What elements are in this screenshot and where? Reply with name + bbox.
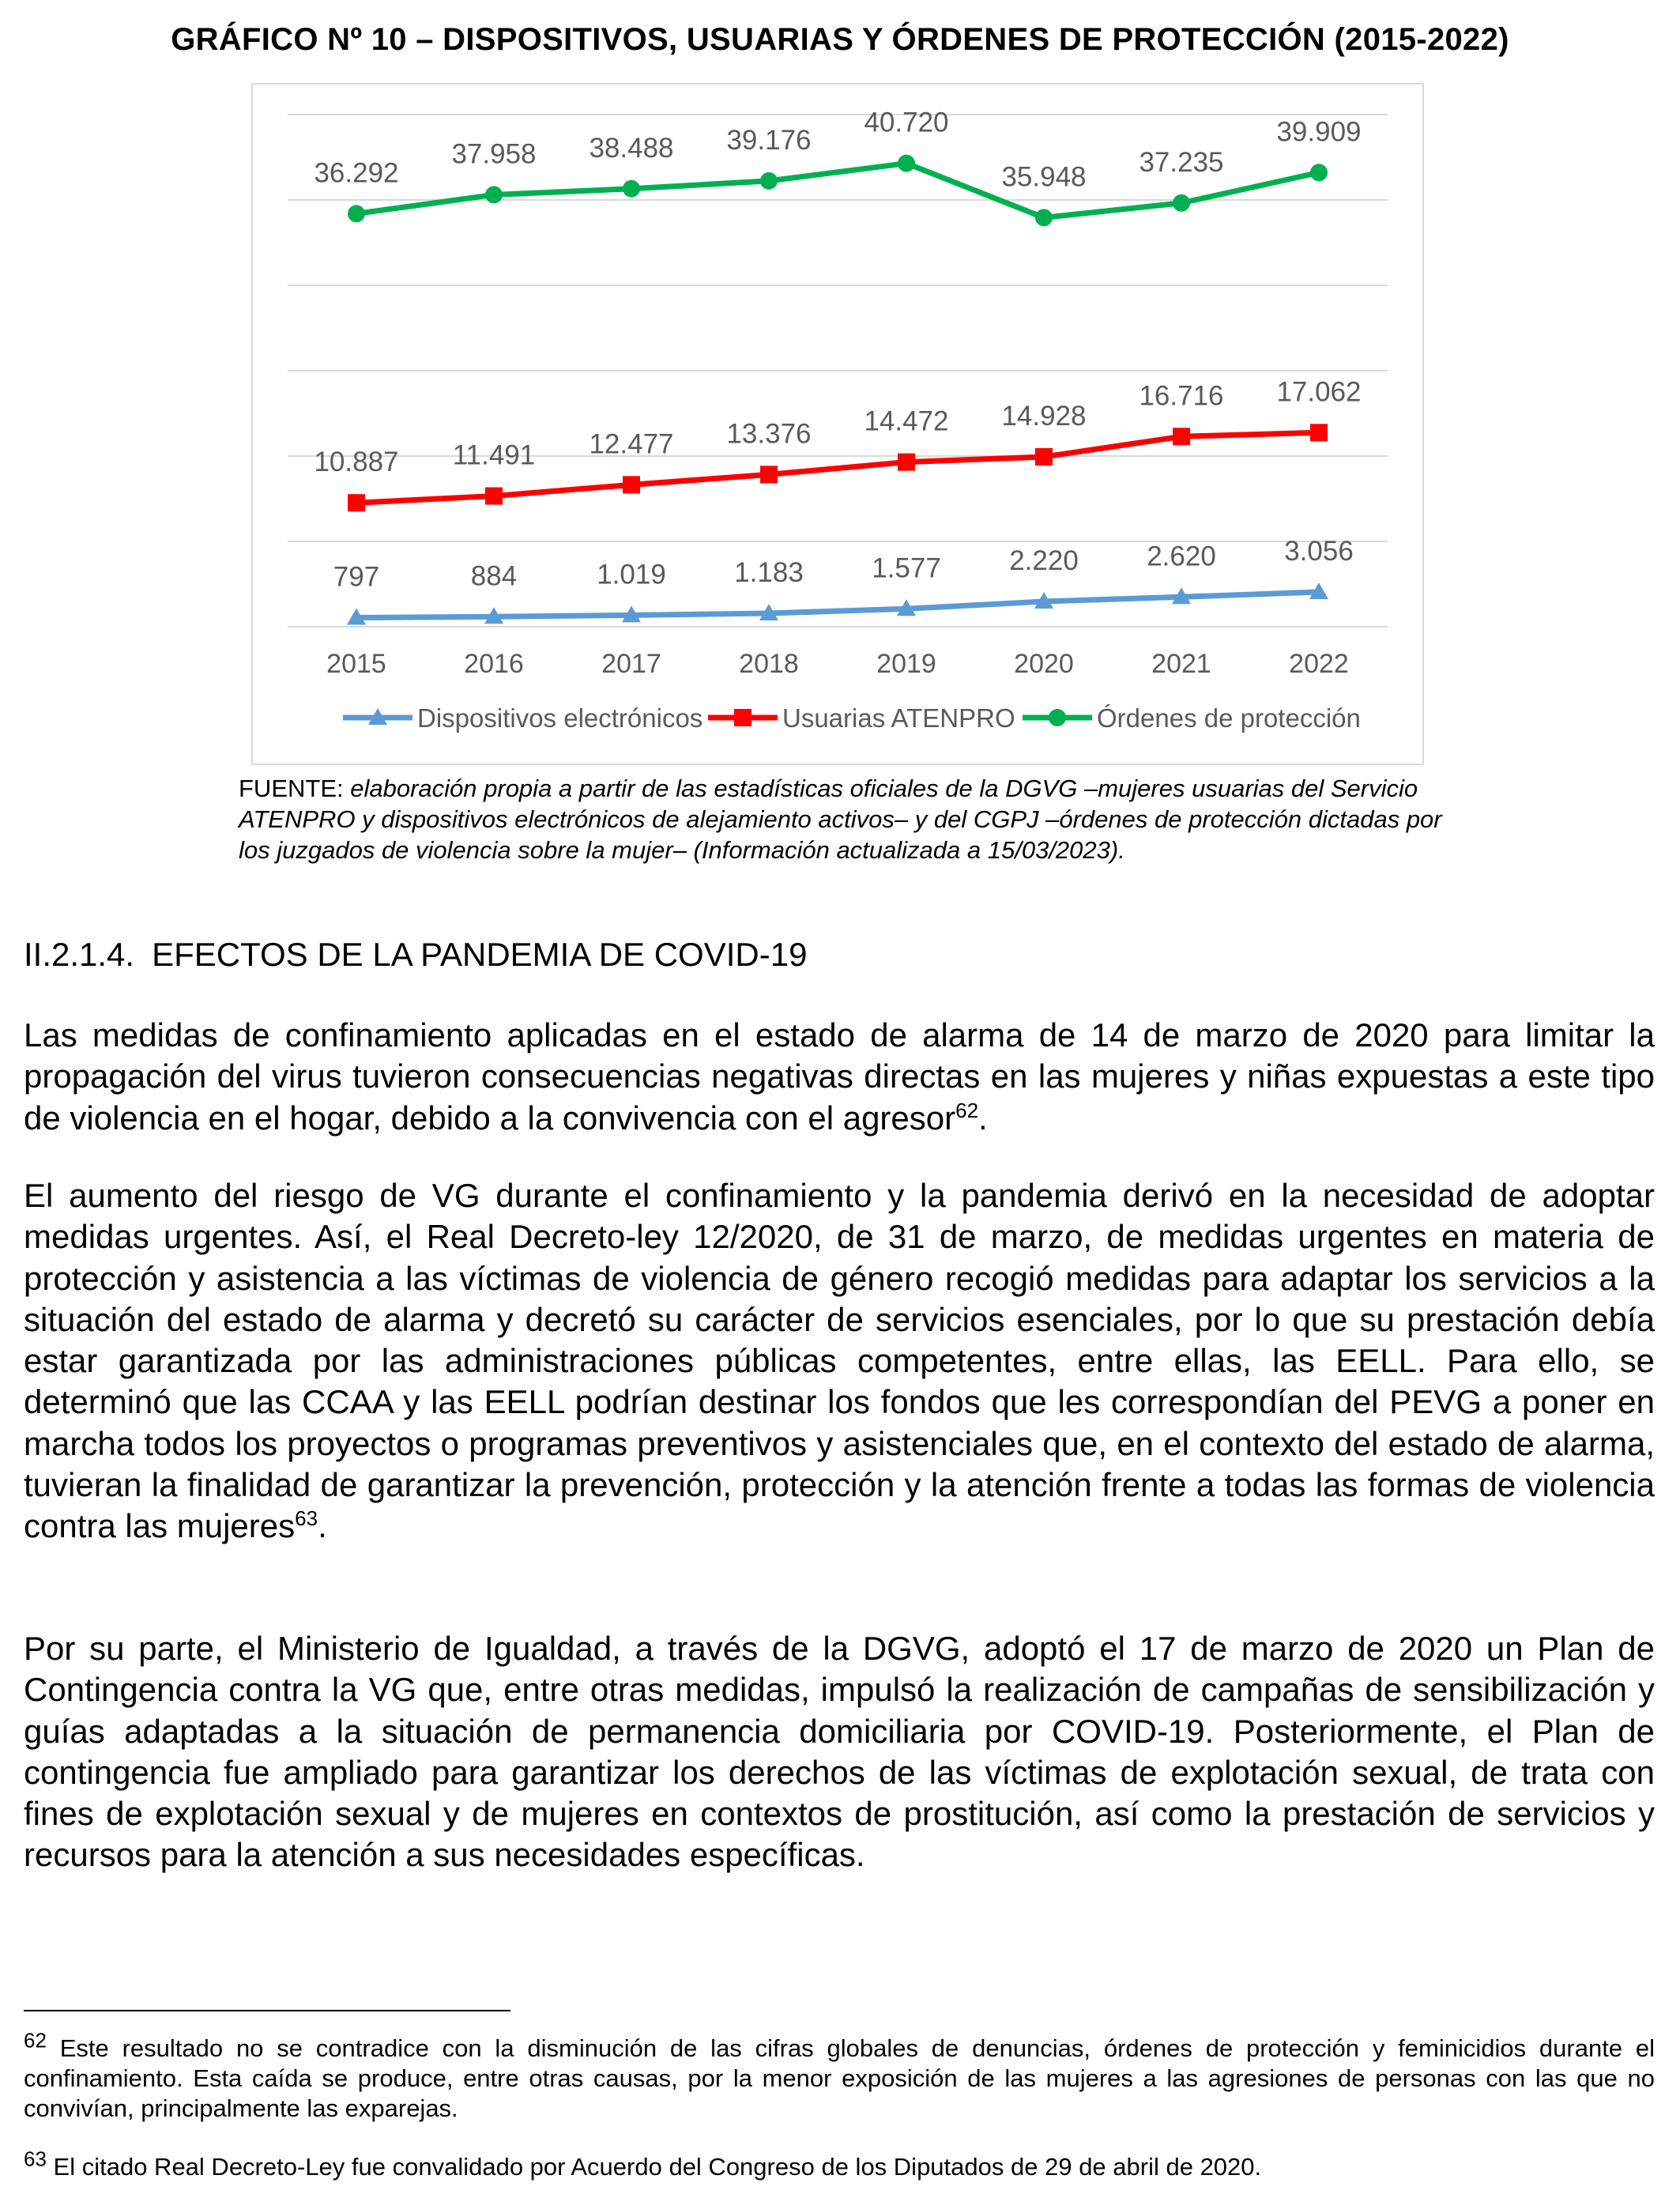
- footnote-63-text: El citado Real Decreto-Ley fue convalidado por Acuerdo del Congreso de los Diputados de 29 de abril de 2020.: [53, 2153, 1262, 2181]
- data-point: [760, 172, 778, 190]
- paragraph-2-text: El aumento del riesgo de VG durante el confinamiento y la pandemia derivó en la necesidad de adoptar medidas urgentes. Así, el Real Decreto-ley 12/2020, de 31 de marzo, de medidas urgentes en materia de protección y asistencia a las víctimas de violencia de género recogió medidas para adaptar los servicios a la situación del estado de alarma y decretó su carácter de servicios esenciales, por lo que su prestación debía estar garantizada por las administraciones públicas competentes, entre ellas, las EELL. Para ello, se determinó que las CCAA y las EELL podrían destinar los fondos que les correspondían del PEVG a poner en marcha todos los proyectos o programas preventivos y asistenciales que, en el contexto del estado de alarma, tuvieran la finalidad de garantizar la prevención, protección y la atención frente a todas las formas de violencia contra las mujeres: [24, 1177, 1655, 1545]
- data-label: 39.176: [726, 124, 812, 156]
- chart-source-note: [239, 773, 1471, 865]
- footnote-ref-63[interactable]: 63: [295, 1506, 318, 1531]
- data-point: [898, 155, 915, 172]
- paragraph-3-text: Por su parte, el Ministerio de Igualdad, a través de la DGVG, adoptó el 17 de marzo de 2020 un Plan de Contingencia contra la VG que, entre otras medidas, impulsó la realización de campañas de sensibilización y guías adaptadas a la situación de permanencia domiciliaria por COVID-19. Posteriormente, el Plan de contingencia fue ampliado para garantizar los derechos de las víctimas de explotación sexual, de trata con fines de explotación sexual y de mujeres en contextos de prostitución, así como la prestación de servicios y recursos para la atención a sus necesidades específicas.: [24, 1630, 1655, 1874]
- x-tick-label: 2016: [464, 649, 524, 679]
- data-label: 40.720: [864, 107, 949, 138]
- section-heading: [24, 936, 824, 974]
- legend-label: Dispositivos electrónicos: [417, 703, 703, 733]
- footnote-ref-62[interactable]: 62: [955, 1098, 979, 1122]
- data-label: 14.928: [1001, 401, 1087, 432]
- data-point: [1173, 428, 1190, 445]
- paragraph-3: [24, 1628, 1655, 1876]
- data-point: [1310, 424, 1328, 441]
- data-label: 35.948: [1001, 161, 1087, 193]
- x-tick-label: 2018: [739, 649, 799, 679]
- footnote-62-text: Este resultado no se contradice con la disminución de las cifras globales de denuncias, órdenes de protección y feminicidios durante el confinamiento. Esta caída se produce, entre otras causas, por la menor exposición de las mujeres a las agresiones de personas con las que no convivían, principalmente las exparejas.: [24, 2034, 1655, 2122]
- legend-label: Órdenes de protección: [1097, 703, 1361, 733]
- footnote-separator: [24, 2010, 510, 2011]
- data-label: 13.376: [726, 418, 812, 450]
- data-label: 1.183: [734, 556, 804, 588]
- footnote-63-number: 63: [24, 2147, 47, 2171]
- data-point: [348, 205, 365, 222]
- chart-title: GRÁFICO Nº 10 – DISPOSITIVOS, USUARIAS Y ÓRDENES DE PROTECCIÓN (2015-2022): [171, 22, 1509, 57]
- data-point: [623, 476, 640, 493]
- x-tick-label: 2022: [1289, 649, 1349, 679]
- x-tick-label: 2017: [601, 649, 661, 679]
- data-label: 11.491: [452, 439, 536, 471]
- data-point: [1035, 209, 1053, 226]
- data-label: 37.958: [451, 138, 537, 170]
- data-label: 16.716: [1139, 380, 1224, 412]
- data-label: 17.062: [1276, 376, 1362, 408]
- data-label: 1.019: [597, 559, 666, 590]
- x-tick-label: 2015: [326, 649, 386, 679]
- x-tick-label: 2019: [876, 649, 936, 679]
- data-label: 37.235: [1139, 146, 1224, 178]
- section-title: EFECTOS DE LA PANDEMIA DE COVID-19: [152, 936, 808, 973]
- chart-svg: [251, 83, 1424, 765]
- x-tick-label: 2020: [1014, 649, 1074, 679]
- data-point: [1173, 194, 1190, 212]
- x-tick-label: 2021: [1151, 649, 1211, 679]
- data-label: 884: [470, 560, 518, 592]
- source-lead: FUENTE:: [239, 775, 351, 802]
- data-label: 39.909: [1276, 116, 1362, 148]
- legend-label: Usuarias ATENPRO: [782, 703, 1015, 733]
- section-number: II.2.1.4.: [24, 936, 135, 973]
- data-point: [898, 454, 915, 471]
- data-label: 1.577: [872, 552, 941, 584]
- data-label: 36.292: [314, 157, 399, 189]
- data-point: [485, 186, 503, 203]
- paragraph-1: [24, 1015, 1655, 1139]
- data-label: 10.887: [314, 447, 399, 478]
- footnote-63: [24, 2147, 1655, 2182]
- data-label: 797: [333, 561, 380, 593]
- data-label: 2.220: [1009, 545, 1079, 577]
- paragraph-1-text: Las medidas de confinamiento aplicadas en el estado de alarma de 14 de marzo de 2020 para limitar la propagación del virus tuvieron consecuencias negativas directas en las mujeres y niñas expuestas a este tipo de violencia en el hogar, debido a la convivencia con el agresor: [24, 1016, 1655, 1137]
- data-point: [348, 494, 365, 511]
- paragraph-2-end: .: [318, 1507, 327, 1545]
- data-label: 12.477: [589, 428, 674, 460]
- data-point: [1035, 448, 1053, 466]
- footnote-62: [24, 2028, 1655, 2124]
- data-point: [623, 180, 640, 198]
- legend-marker: [734, 709, 751, 726]
- line-chart: [251, 83, 1424, 765]
- data-point: [760, 466, 778, 483]
- footnote-62-number: 62: [24, 2028, 47, 2053]
- data-label: 3.056: [1284, 535, 1354, 567]
- data-label: 38.488: [589, 132, 674, 164]
- data-label: 14.472: [864, 405, 949, 437]
- data-point: [485, 488, 503, 505]
- legend-marker: [1049, 709, 1066, 726]
- paragraph-2: [24, 1175, 1655, 1547]
- source-text: elaboración propia a partir de las estadísticas oficiales de la DGVG –mujeres usuarias del Servicio ATENPRO y dispositivos electrónicos de alejamiento activos– y del CGPJ –órdenes de protección dictadas por los juzgados de violencia sobre la mujer– (Información actualizada a 15/03/2023).: [239, 775, 1442, 864]
- paragraph-1-end: .: [978, 1099, 988, 1137]
- data-point: [1310, 164, 1328, 181]
- data-label: 2.620: [1147, 541, 1216, 572]
